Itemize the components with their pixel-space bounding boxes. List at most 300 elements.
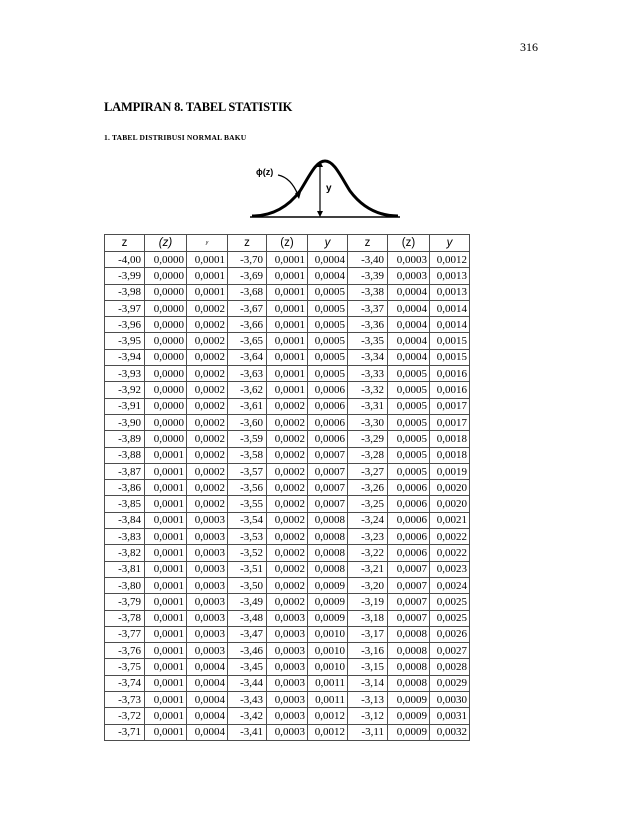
z-value-cell: -3,81	[105, 561, 145, 577]
z-value-cell: -3,48	[228, 610, 267, 626]
z-value-cell: -3,71	[105, 724, 145, 740]
phi-value-cell: 0,0001	[145, 577, 187, 593]
y-value-cell: 0,0007	[308, 480, 348, 496]
phi-value-cell: 0,0001	[145, 610, 187, 626]
y-value-cell: 0,0007	[308, 463, 348, 479]
z-value-cell: -3,85	[105, 496, 145, 512]
y-value-cell: 0,0002	[187, 414, 228, 430]
y-value-cell: 0,0002	[187, 480, 228, 496]
phi-value-cell: 0,0004	[388, 300, 430, 316]
table-row	[105, 561, 470, 577]
z-value-cell: -3,12	[348, 708, 388, 724]
y-value-cell: 0,0022	[430, 529, 470, 545]
table-row	[105, 382, 470, 398]
y-value-cell: 0,0025	[430, 610, 470, 626]
phi-value-cell: 0,0003	[267, 626, 308, 642]
y-value-cell: 0,0003	[187, 512, 228, 528]
phi-value-cell: 0,0001	[267, 300, 308, 316]
z-value-cell: -3,67	[228, 300, 267, 316]
z-value-cell: -3,28	[348, 447, 388, 463]
phi-value-cell: 0,0005	[388, 398, 430, 414]
y-value-cell: 0,0005	[308, 317, 348, 333]
z-value-cell: -3,33	[348, 366, 388, 382]
y-value-cell: 0,0001	[187, 252, 228, 268]
phi-value-cell: 0,0003	[267, 610, 308, 626]
z-value-cell: -3,35	[348, 333, 388, 349]
y-value-cell: 0,0003	[187, 561, 228, 577]
z-value-cell: -3,87	[105, 463, 145, 479]
y-value-cell: 0,0011	[308, 675, 348, 691]
phi-value-cell: 0,0002	[267, 545, 308, 561]
table-row	[105, 708, 470, 724]
y-value-cell: 0,0023	[430, 561, 470, 577]
y-value-cell: 0,0032	[430, 724, 470, 740]
phi-value-cell: 0,0002	[267, 496, 308, 512]
y-value-cell: 0,0016	[430, 382, 470, 398]
phi-value-cell: 0,0001	[267, 349, 308, 365]
z-value-cell: -3,64	[228, 349, 267, 365]
z-value-cell: -3,47	[228, 626, 267, 642]
table-row	[105, 529, 470, 545]
y-value-cell: 0,0022	[430, 545, 470, 561]
z-value-cell: -3,82	[105, 545, 145, 561]
z-value-cell: -3,98	[105, 284, 145, 300]
y-value-cell: 0,0003	[187, 626, 228, 642]
phi-value-cell: 0,0006	[388, 480, 430, 496]
header-z: z	[348, 235, 388, 252]
phi-value-cell: 0,0003	[388, 268, 430, 284]
z-value-cell: -3,59	[228, 431, 267, 447]
y-value-cell: 0,0007	[308, 447, 348, 463]
phi-pointer-arrow	[278, 175, 298, 195]
phi-value-cell: 0,0000	[145, 317, 187, 333]
z-value-cell: -3,78	[105, 610, 145, 626]
phi-value-cell: 0,0008	[388, 675, 430, 691]
y-value-cell: 0,0020	[430, 496, 470, 512]
phi-value-cell: 0,0001	[145, 512, 187, 528]
z-value-cell: -3,83	[105, 529, 145, 545]
phi-value-cell: 0,0001	[145, 659, 187, 675]
y-value-cell: 0,0024	[430, 577, 470, 593]
z-value-cell: -3,29	[348, 431, 388, 447]
z-value-cell: -3,36	[348, 317, 388, 333]
table-row	[105, 349, 470, 365]
z-value-cell: -3,31	[348, 398, 388, 414]
y-value-cell: 0,0018	[430, 431, 470, 447]
normal-distribution-table	[104, 234, 470, 741]
y-value-cell: 0,0021	[430, 512, 470, 528]
phi-value-cell: 0,0002	[267, 512, 308, 528]
phi-value-cell: 0,0005	[388, 463, 430, 479]
z-value-cell: -3,73	[105, 692, 145, 708]
z-value-cell: -3,93	[105, 366, 145, 382]
z-value-cell: -3,54	[228, 512, 267, 528]
phi-value-cell: 0,0002	[267, 561, 308, 577]
z-value-cell: -3,30	[348, 414, 388, 430]
y-value-cell: 0,0012	[308, 724, 348, 740]
y-value-cell: 0,0005	[308, 349, 348, 365]
table-row	[105, 659, 470, 675]
y-value-cell: 0,0004	[308, 252, 348, 268]
phi-value-cell: 0,0004	[388, 333, 430, 349]
phi-value-cell: 0,0000	[145, 268, 187, 284]
z-value-cell: -3,68	[228, 284, 267, 300]
table-row	[105, 724, 470, 740]
z-value-cell: -3,46	[228, 643, 267, 659]
z-value-cell: -3,20	[348, 577, 388, 593]
table-row	[105, 577, 470, 593]
normal-curve-figure	[250, 157, 400, 219]
phi-value-cell: 0,0003	[267, 675, 308, 691]
z-value-cell: -3,75	[105, 659, 145, 675]
table-row	[105, 643, 470, 659]
y-value-cell: 0,0006	[308, 398, 348, 414]
z-value-cell: -3,96	[105, 317, 145, 333]
phi-value-cell: 0,0000	[145, 382, 187, 398]
y-value-cell: 0,0015	[430, 349, 470, 365]
bell-curve	[252, 161, 398, 216]
table-row	[105, 545, 470, 561]
phi-value-cell: 0,0001	[145, 626, 187, 642]
y-value-cell: 0,0001	[187, 268, 228, 284]
z-value-cell: -3,51	[228, 561, 267, 577]
y-value-cell: 0,0002	[187, 398, 228, 414]
y-value-cell: 0,0005	[308, 300, 348, 316]
phi-value-cell: 0,0007	[388, 561, 430, 577]
phi-value-cell: 0,0005	[388, 382, 430, 398]
page-number: 316	[520, 40, 538, 54]
phi-value-cell: 0,0003	[267, 643, 308, 659]
y-value-cell: 0,0001	[187, 284, 228, 300]
z-value-cell: -3,84	[105, 512, 145, 528]
header-phi-z: (z)	[145, 235, 187, 252]
y-value-cell: 0,0012	[308, 708, 348, 724]
phi-value-cell: 0,0001	[145, 675, 187, 691]
y-value-cell: 0,0005	[308, 333, 348, 349]
table-row	[105, 594, 470, 610]
z-value-cell: -3,90	[105, 414, 145, 430]
phi-value-cell: 0,0001	[267, 284, 308, 300]
z-value-cell: -3,69	[228, 268, 267, 284]
phi-value-cell: 0,0007	[388, 610, 430, 626]
phi-value-cell: 0,0003	[267, 724, 308, 740]
table-row	[105, 496, 470, 512]
table-row	[105, 626, 470, 642]
z-value-cell: -4,00	[105, 252, 145, 268]
z-value-cell: -3,91	[105, 398, 145, 414]
y-value-cell: 0,0019	[430, 463, 470, 479]
y-value-cell: 0,0027	[430, 643, 470, 659]
table-row	[105, 512, 470, 528]
z-value-cell: -3,76	[105, 643, 145, 659]
y-value-cell: 0,0004	[187, 708, 228, 724]
y-value-cell: 0,0010	[308, 659, 348, 675]
z-value-cell: -3,55	[228, 496, 267, 512]
z-value-cell: -3,18	[348, 610, 388, 626]
table-row	[105, 675, 470, 691]
y-value-cell: 0,0004	[187, 692, 228, 708]
y-value-cell: 0,0002	[187, 317, 228, 333]
phi-value-cell: 0,0002	[267, 414, 308, 430]
y-value-cell: 0,0011	[308, 692, 348, 708]
y-value-cell: 0,0004	[187, 724, 228, 740]
phi-value-cell: 0,0004	[388, 349, 430, 365]
y-value-cell: 0,0002	[187, 366, 228, 382]
z-value-cell: -3,25	[348, 496, 388, 512]
y-value-cell: 0,0003	[187, 545, 228, 561]
phi-value-cell: 0,0002	[267, 398, 308, 414]
table-row	[105, 300, 470, 316]
header-y: y	[308, 235, 348, 252]
phi-value-cell: 0,0009	[388, 708, 430, 724]
phi-value-cell: 0,0001	[145, 529, 187, 545]
phi-value-cell: 0,0002	[267, 594, 308, 610]
phi-value-cell: 0,0006	[388, 529, 430, 545]
subsection-heading: 1. TABEL DISTRIBUSI NORMAL BAKU	[104, 133, 247, 142]
z-value-cell: -3,80	[105, 577, 145, 593]
z-value-cell: -3,24	[348, 512, 388, 528]
z-value-cell: -3,52	[228, 545, 267, 561]
phi-value-cell: 0,0001	[267, 252, 308, 268]
z-value-cell: -3,66	[228, 317, 267, 333]
phi-value-cell: 0,0005	[388, 447, 430, 463]
y-value-cell: 0,0031	[430, 708, 470, 724]
y-value-cell: 0,0002	[187, 349, 228, 365]
z-value-cell: -3,58	[228, 447, 267, 463]
phi-value-cell: 0,0000	[145, 333, 187, 349]
phi-value-cell: 0,0008	[388, 626, 430, 642]
phi-value-cell: 0,0005	[388, 414, 430, 430]
y-value-cell: 0,0016	[430, 366, 470, 382]
y-value-cell: 0,0030	[430, 692, 470, 708]
phi-value-cell: 0,0000	[145, 431, 187, 447]
phi-value-cell: 0,0000	[145, 414, 187, 430]
z-value-cell: -3,14	[348, 675, 388, 691]
y-value-cell: 0,0003	[187, 577, 228, 593]
phi-value-cell: 0,0003	[388, 252, 430, 268]
y-value-cell: 0,0009	[308, 577, 348, 593]
z-value-cell: -3,79	[105, 594, 145, 610]
z-value-cell: -3,77	[105, 626, 145, 642]
z-value-cell: -3,94	[105, 349, 145, 365]
y-value-cell: 0,0006	[308, 382, 348, 398]
y-value-cell: 0,0018	[430, 447, 470, 463]
y-value-cell: 0,0026	[430, 626, 470, 642]
y-value-cell: 0,0008	[308, 529, 348, 545]
phi-value-cell: 0,0000	[145, 366, 187, 382]
z-value-cell: -3,26	[348, 480, 388, 496]
z-value-cell: -3,34	[348, 349, 388, 365]
phi-value-cell: 0,0001	[145, 561, 187, 577]
phi-value-cell: 0,0002	[267, 529, 308, 545]
z-value-cell: -3,40	[348, 252, 388, 268]
phi-value-cell: 0,0007	[388, 577, 430, 593]
y-value-cell: 0,0003	[187, 610, 228, 626]
z-value-cell: -3,97	[105, 300, 145, 316]
phi-value-cell: 0,0002	[267, 431, 308, 447]
phi-value-cell: 0,0002	[267, 447, 308, 463]
table-header-row	[105, 235, 470, 252]
z-value-cell: -3,50	[228, 577, 267, 593]
phi-value-cell: 0,0001	[267, 333, 308, 349]
y-value-cell: 0,0012	[430, 252, 470, 268]
y-value-cell: 0,0007	[308, 496, 348, 512]
y-value-cell: 0,0020	[430, 480, 470, 496]
phi-value-cell: 0,0001	[267, 268, 308, 284]
z-value-cell: -3,62	[228, 382, 267, 398]
y-value-cell: 0,0004	[308, 268, 348, 284]
phi-value-cell: 0,0002	[267, 463, 308, 479]
phi-value-cell: 0,0001	[145, 480, 187, 496]
z-value-cell: -3,61	[228, 398, 267, 414]
phi-value-cell: 0,0000	[145, 300, 187, 316]
table-row	[105, 414, 470, 430]
phi-value-cell: 0,0008	[388, 643, 430, 659]
header-y: y	[430, 235, 470, 252]
y-value-cell: 0,0003	[187, 529, 228, 545]
phi-value-cell: 0,0001	[145, 643, 187, 659]
phi-value-cell: 0,0006	[388, 545, 430, 561]
y-value-cell: 0,0029	[430, 675, 470, 691]
phi-value-cell: 0,0004	[388, 317, 430, 333]
y-value-cell: 0,0010	[308, 643, 348, 659]
phi-value-cell: 0,0003	[267, 692, 308, 708]
table-row	[105, 480, 470, 496]
header-y: y	[187, 235, 228, 252]
z-value-cell: -3,41	[228, 724, 267, 740]
phi-value-cell: 0,0001	[267, 382, 308, 398]
z-value-cell: -3,60	[228, 414, 267, 430]
header-phi-z: (z)	[267, 235, 308, 252]
y-value-cell: 0,0009	[308, 610, 348, 626]
y-value-cell: 0,0008	[308, 545, 348, 561]
phi-value-cell: 0,0006	[388, 512, 430, 528]
y-value-cell: 0,0006	[308, 431, 348, 447]
table-row	[105, 692, 470, 708]
z-value-cell: -3,95	[105, 333, 145, 349]
z-value-cell: -3,53	[228, 529, 267, 545]
z-value-cell: -3,37	[348, 300, 388, 316]
y-value-cell: 0,0002	[187, 447, 228, 463]
y-value-cell: 0,0013	[430, 284, 470, 300]
z-value-cell: -3,72	[105, 708, 145, 724]
y-value-cell: 0,0017	[430, 414, 470, 430]
phi-value-cell: 0,0005	[388, 366, 430, 382]
z-value-cell: -3,17	[348, 626, 388, 642]
z-value-cell: -3,22	[348, 545, 388, 561]
z-value-cell: -3,15	[348, 659, 388, 675]
y-value-cell: 0,0005	[308, 366, 348, 382]
z-value-cell: -3,39	[348, 268, 388, 284]
y-value-cell: 0,0013	[430, 268, 470, 284]
z-value-cell: -3,32	[348, 382, 388, 398]
z-value-cell: -3,89	[105, 431, 145, 447]
phi-value-cell: 0,0001	[145, 692, 187, 708]
table-row	[105, 284, 470, 300]
phi-value-cell: 0,0001	[267, 366, 308, 382]
z-value-cell: -3,27	[348, 463, 388, 479]
phi-value-cell: 0,0003	[267, 708, 308, 724]
y-value-cell: 0,0010	[308, 626, 348, 642]
z-value-cell: -3,70	[228, 252, 267, 268]
phi-value-cell: 0,0005	[388, 431, 430, 447]
y-value-cell: 0,0002	[187, 496, 228, 512]
phi-value-cell: 0,0002	[267, 577, 308, 593]
phi-value-cell: 0,0001	[145, 463, 187, 479]
table-row	[105, 333, 470, 349]
section-heading: LAMPIRAN 8. TABEL STATISTIK	[104, 100, 293, 114]
table-row	[105, 463, 470, 479]
z-value-cell: -3,57	[228, 463, 267, 479]
phi-value-cell: 0,0000	[145, 284, 187, 300]
header-z: z	[105, 235, 145, 252]
table-row	[105, 317, 470, 333]
y-value-cell: 0,0005	[308, 284, 348, 300]
z-value-cell: -3,19	[348, 594, 388, 610]
table-row	[105, 431, 470, 447]
phi-value-cell: 0,0002	[267, 480, 308, 496]
y-value-cell: 0,0014	[430, 317, 470, 333]
z-value-cell: -3,42	[228, 708, 267, 724]
z-value-cell: -3,45	[228, 659, 267, 675]
y-value-cell: 0,0004	[187, 659, 228, 675]
z-value-cell: -3,99	[105, 268, 145, 284]
y-value-cell: 0,0004	[187, 675, 228, 691]
z-value-cell: -3,38	[348, 284, 388, 300]
y-value-cell: 0,0008	[308, 561, 348, 577]
z-value-cell: -3,11	[348, 724, 388, 740]
phi-value-cell: 0,0009	[388, 692, 430, 708]
table-row	[105, 610, 470, 626]
z-value-cell: -3,44	[228, 675, 267, 691]
y-value-cell: 0,0025	[430, 594, 470, 610]
y-value-cell: 0,0009	[308, 594, 348, 610]
table-body	[105, 252, 470, 741]
z-value-cell: -3,74	[105, 675, 145, 691]
y-value-cell: 0,0002	[187, 463, 228, 479]
phi-value-cell: 0,0001	[145, 708, 187, 724]
phi-value-cell: 0,0001	[145, 545, 187, 561]
phi-value-cell: 0,0001	[145, 496, 187, 512]
z-value-cell: -3,88	[105, 447, 145, 463]
y-value-cell: 0,0015	[430, 333, 470, 349]
table-row	[105, 366, 470, 382]
phi-value-cell: 0,0004	[388, 284, 430, 300]
phi-value-cell: 0,0001	[145, 447, 187, 463]
z-value-cell: -3,86	[105, 480, 145, 496]
z-value-cell: -3,23	[348, 529, 388, 545]
y-value-cell: 0,0003	[187, 643, 228, 659]
table-row	[105, 252, 470, 268]
phi-value-cell: 0,0001	[145, 594, 187, 610]
y-value-cell: 0,0014	[430, 300, 470, 316]
y-value-cell: 0,0002	[187, 300, 228, 316]
z-value-cell: -3,43	[228, 692, 267, 708]
phi-value-cell: 0,0006	[388, 496, 430, 512]
y-value-cell: 0,0017	[430, 398, 470, 414]
phi-value-cell: 0,0000	[145, 252, 187, 268]
z-value-cell: -3,65	[228, 333, 267, 349]
y-value-cell: 0,0003	[187, 594, 228, 610]
ordinate-arrow-bottom	[317, 211, 323, 217]
y-value-cell: 0,0008	[308, 512, 348, 528]
phi-value-cell: 0,0009	[388, 724, 430, 740]
phi-value-cell: 0,0007	[388, 594, 430, 610]
y-value-cell: 0,0002	[187, 431, 228, 447]
phi-value-cell: 0,0000	[145, 398, 187, 414]
table-row	[105, 398, 470, 414]
z-value-cell: -3,21	[348, 561, 388, 577]
